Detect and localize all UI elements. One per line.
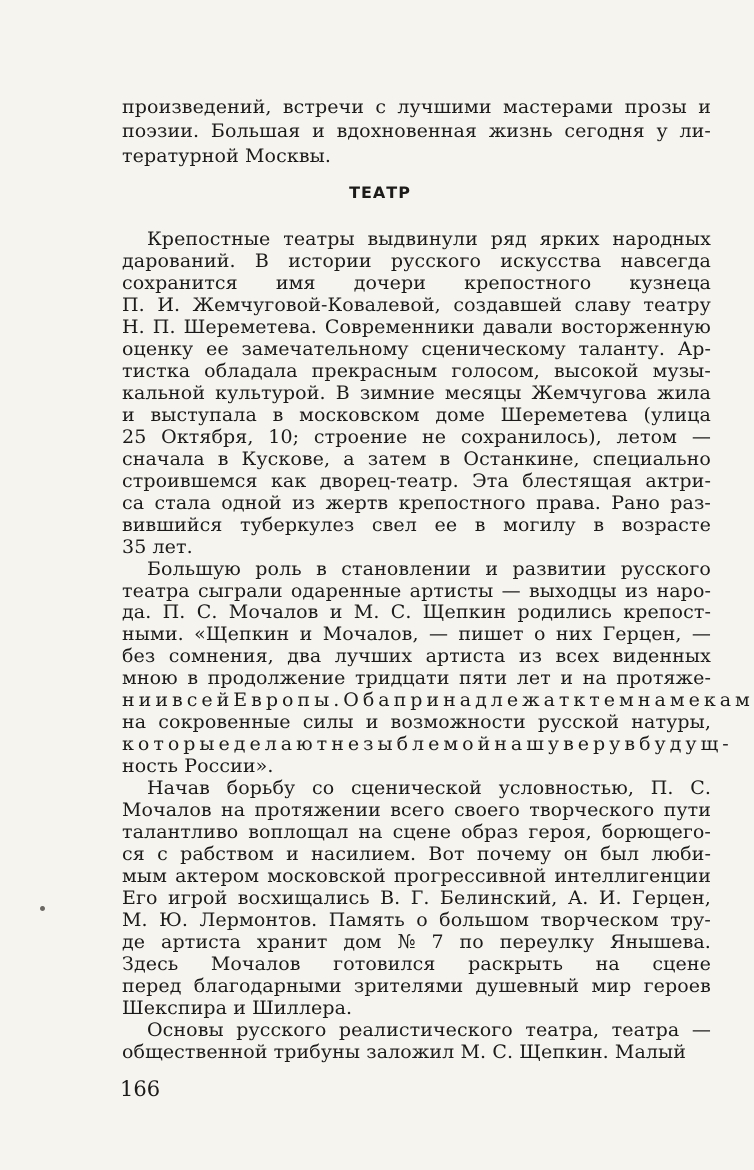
text-line: тературной Москвы.: [122, 145, 331, 167]
text-line: де артиста хранит дом № 7 по переулку Янышева.: [122, 931, 711, 954]
text-line: Крепостные театры выдвинули ряд ярких народных: [147, 228, 711, 250]
text-line: Здесь Мочалов готовился раскрыть на сцене: [122, 953, 711, 975]
text-line: театра сыграли одаренные артисты — выходцы из наро-: [122, 579, 711, 602]
page-number: 166: [120, 1077, 161, 1101]
text-line: тистка обладала прекрасным голосом, высокой музы-: [122, 359, 711, 382]
text-line: Начав борьбу со сценической условностью, П. С.: [147, 777, 711, 800]
text-line: без сомнения, два лучших артиста из всех виденных: [122, 645, 711, 668]
text-line: произведений, встречи с лучшими мастерами прозы и: [122, 96, 711, 118]
text-line: мым актером московской прогрессивной интеллигенции: [122, 865, 711, 888]
text-line: дарований. В истории русского искусства навсегда: [122, 249, 711, 272]
print-speck: [40, 906, 45, 911]
text-line: Основы русского реалистического театра, театра —: [147, 1018, 711, 1041]
text-line: Шекспира и Шиллера.: [122, 996, 353, 1019]
text-line: 35 лет.: [122, 535, 193, 558]
text-line: ными. «Щепкин и Мочалов, — пишет о них Герцен, —: [122, 623, 711, 646]
text-line: да. П. С. Мочалов и М. С. Щепкин родились крепост-: [122, 601, 711, 624]
text-line: ность России».: [122, 755, 274, 778]
text-line: перед благодарными зрителями душевный мир героев: [122, 974, 711, 997]
text-line: сохранится имя дочери крепостного кузнеца: [122, 271, 711, 294]
text-line: Н. П. Шереметева. Современники давали восторженную: [122, 315, 711, 338]
text-line: П. И. Жемчуговой-Ковалевой, создавшей славу театру: [122, 293, 711, 316]
text-line: кальной культурой. В зимние месяцы Жемчугова жила: [122, 381, 711, 404]
text-line: которые делают незыблемой нашу веру в будущ-: [122, 733, 733, 756]
text-line: вившийся туберкулез свел ее в могилу в возрасте: [122, 513, 711, 536]
text-line: и выступала в московском доме Шереметева (улица: [122, 403, 711, 426]
text-line: 25 Октября, 10; строение не сохранилось), летом —: [122, 425, 711, 448]
text-line: на сокровенные силы и возможности русской натуры,: [122, 711, 711, 734]
text-line: общественной трибуны заложил М. С. Щепкин. Малый: [122, 1040, 687, 1063]
text-line: Его игрой восхищались В. Г. Белинский, А. И. Герцен,: [122, 887, 711, 910]
text-line: сначала в Кускове, а затем в Останкине, специально: [122, 447, 711, 470]
text-line: поэзии. Большая и вдохновенная жизнь сегодня у ли-: [122, 120, 711, 142]
text-line: талантливо воплощал на сцене образ героя, борющего-: [122, 821, 711, 844]
text-line: са стала одной из жертв крепостного права. Рано раз-: [122, 491, 711, 514]
section-heading: ТЕАТР: [349, 183, 411, 202]
text-line: М. Ю. Лермонтов. Память о большом творческом тру-: [122, 909, 711, 932]
text-line: оценку ее замечательному сценическому таланту. Ар-: [122, 337, 711, 360]
text-line: мною в продолжение тридцати пяти лет и на протяже-: [122, 667, 711, 690]
text-line: Мочалов на протяжении всего своего творческого пути: [122, 799, 711, 822]
text-line: строившемся как дворец-театр. Эта блестящая актри-: [122, 469, 711, 492]
text-line: нии всей Европы. Оба принадлежат к тем намекам: [122, 689, 754, 712]
text-line: ся с рабством и насилием. Вот почему он был люби-: [122, 843, 711, 866]
text-line: Большую роль в становлении и развитии русского: [147, 557, 711, 580]
